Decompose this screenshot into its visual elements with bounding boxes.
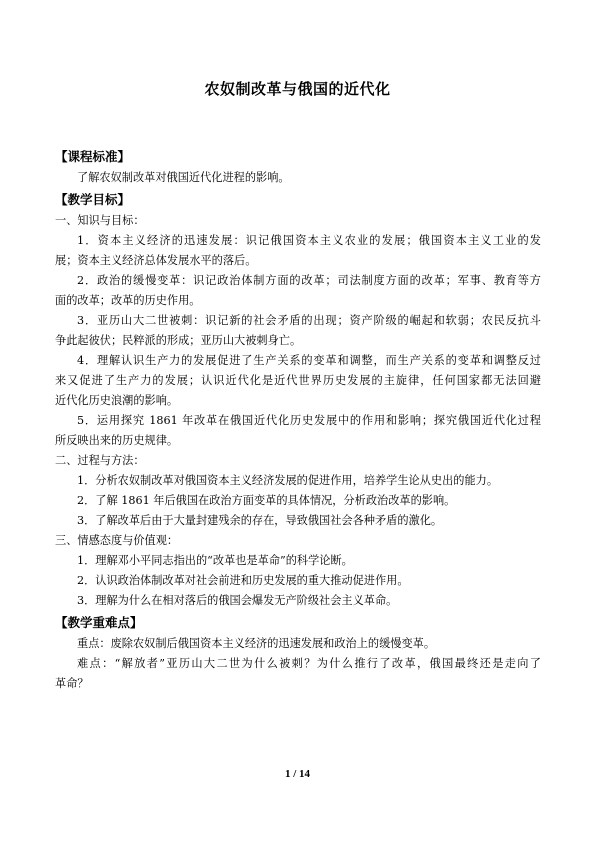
attitude-item: 3．理解为什么在相对落后的俄国会爆发无产阶级社会主义革命。 [77,594,398,607]
goal-item-line: 2．政治的缓慢变革：识记政治体制方面的改革；司法制度方面的改革；军事、教育等方 [77,274,541,287]
goals-part3-label: 三、情感态度与价值观： [55,534,179,547]
goal-item-4 [55,351,541,411]
document-title: 农奴制改革与俄国的近代化 [204,80,391,98]
goal-item-line: 5．运用探究 1861 年改革在俄国近代化历史发展中的作用和影响；探究俄国近代化过程 [77,414,541,427]
goal-item-line: 近代化历史浪潮的影响。 [55,394,179,407]
goal-item-1 [55,231,541,271]
attitude-item: 1．理解邓小平同志指出的“改革也是革命”的科学论断。 [77,554,353,567]
document-body [55,145,541,694]
goal-item-3 [55,311,541,351]
key-difficulty-line: 难点：“解放者”亚历山大二世为什么被刺？为什么推行了改革，俄国最终还是走向了 [77,657,541,670]
key-difficulty-line: 革命？ [55,677,89,690]
page-number: 1 / 14 [284,768,311,780]
process-item: 3．了解改革后由于大量封建残余的存在，导致俄国社会各种矛盾的激化。 [77,514,443,527]
goal-item-line: 来又促进了生产力的发展；认识近代化是近代世界历史发展的主旋律，任何国家都无法回避 [55,374,541,387]
goal-item-line: 4．理解认识生产力的发展促进了生产关系的变革和调整，而生产关系的变革和调整反过 [77,354,541,367]
section-heading-standard: 【课程标准】 [55,149,131,164]
goal-item-line: 1．资本主义经济的迅速发展：识记俄国资本主义农业的发展；俄国资本主义工业的发 [77,234,541,247]
standard-text: 了解农奴制改革对俄国近代化进程的影响。 [77,171,290,184]
attitude-item: 2．认识政治体制改革对社会前进和历史发展的重大推动促进作用。 [77,574,409,587]
section-heading-goals: 【教学目标】 [55,192,131,207]
key-focus: 重点：废除农奴制后俄国资本主义经济的迅速发展和政治上的缓慢变革。 [77,637,436,650]
goal-item-line: 面的改革；改革的历史作用。 [55,294,201,307]
goal-item-line: 所反映出来的历史规律。 [55,434,179,447]
process-item: 1．分析农奴制改革对俄国资本主义经济发展的促进作用，培养学生论从史出的能力。 [77,474,499,487]
goal-item-line: 展；资本主义经济总体发展水平的落后。 [55,254,257,267]
goal-item-5 [55,411,541,451]
goal-item-line: 争此起彼伏；民粹派的形成；亚历山大被刺身亡。 [55,334,302,347]
goals-part1-label: 一、知识与目标： [55,214,145,227]
goal-item-2 [55,271,541,311]
goal-item-line: 3．亚历山大二世被刺：识记新的社会矛盾的出现；资产阶级的崛起和软弱；农民反抗斗 [77,314,541,327]
section-heading-key: 【教学重难点】 [55,615,143,630]
goals-part2-label: 二、过程与方法： [55,454,145,467]
process-item: 2．了解 1861 年后俄国在政治方面变革的具体情况，分析政治改革的影响。 [77,494,456,507]
